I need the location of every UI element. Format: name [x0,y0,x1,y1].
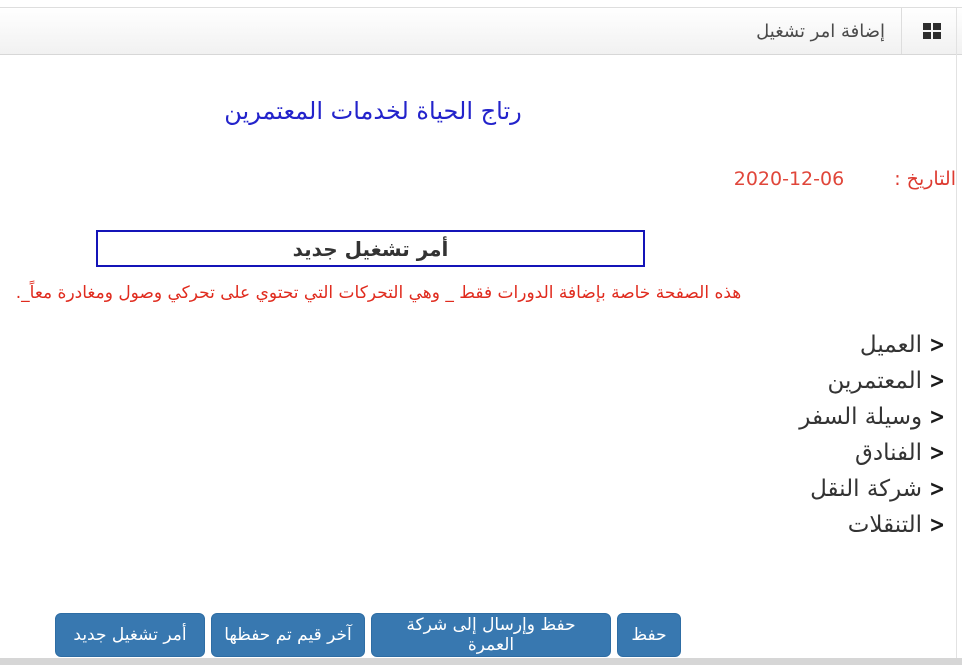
top-navbar [0,7,962,55]
bottom-strip [0,658,962,665]
page-header-title: إضافة امر تشغيل [756,20,885,42]
sections-list [799,327,945,543]
page-note: هذه الصفحة خاصة بإضافة الدورات فقط _ وهي التحركات التي تحتوي على تحركي وصول ومغادرة معاً_. [15,283,742,303]
order-title-box: أمر تشغيل جديد [96,230,645,267]
chevron-left-icon: < [929,404,945,430]
section-label: التنقلات [847,512,923,538]
date-row [734,168,956,190]
chevron-left-icon: < [929,440,945,466]
save-and-send-button[interactable]: حفظ وإرسال إلى شركة العمرة [371,613,611,657]
section-label: الفنادق [855,440,923,466]
date-value: 06-12-2020 [733,168,845,190]
section-transport-company[interactable] [799,471,945,507]
chevron-left-icon: < [929,512,945,538]
section-transfers[interactable] [799,507,945,543]
save-button[interactable]: حفظ [617,613,681,657]
section-pilgrims[interactable] [799,363,945,399]
company-title: رتاج الحياة لخدمات المعتمرين [224,97,522,125]
section-client[interactable] [799,327,945,363]
section-label: العميل [859,332,923,358]
section-hotels[interactable] [799,435,945,471]
date-label: التاريخ : [894,168,956,190]
chevron-left-icon: < [929,332,945,358]
apps-grid-icon [923,23,941,39]
action-buttons-row [55,613,681,657]
last-saved-values-button[interactable]: آخر قيم تم حفظها [211,613,365,657]
new-operation-order-button[interactable]: أمر تشغيل جديد [55,613,205,657]
section-label: وسيلة السفر [799,404,923,430]
section-label: شركة النقل [810,476,923,502]
section-travel-means[interactable] [799,399,945,435]
right-edge-line [956,8,957,658]
apps-menu-button[interactable] [901,8,962,54]
section-label: المعتمرين [827,368,923,394]
chevron-left-icon: < [929,368,945,394]
chevron-left-icon: < [929,476,945,502]
